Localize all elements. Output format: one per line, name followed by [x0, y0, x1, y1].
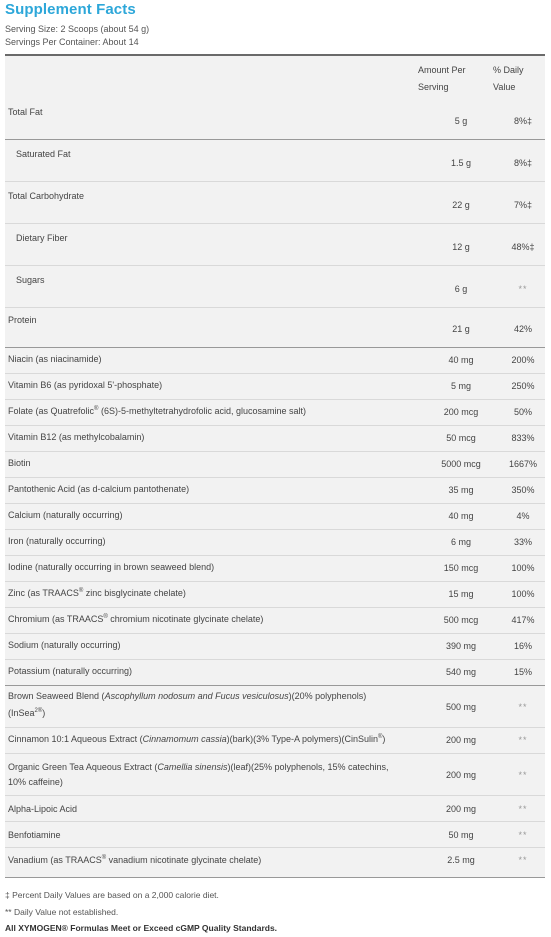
table-row	[5, 348, 545, 374]
footnote-gmp: All XYMOGEN® Formulas Meet or Exceed cGMP Quality Standards.	[5, 923, 278, 933]
nutrient-name-line2: (InSea$^{2®}$)	[8, 708, 46, 718]
nutrient-name: Vitamin B12 (as methylcobalamin)	[8, 432, 145, 442]
nutrient-dv: 833%	[511, 433, 535, 443]
nutrient-amount: 6 mg	[450, 537, 471, 547]
nutrient-dv: **	[518, 804, 528, 814]
dv-header-line2: Value	[493, 82, 516, 92]
nutrient-amount: 50 mcg	[446, 433, 476, 443]
serving-size: Serving Size: 2 Scoops (about 54 g)	[5, 24, 150, 34]
table-row	[5, 182, 545, 224]
nutrient-name: Cinnamon 10:1 Aqueous Extract (Cinnamomum cassia)(bark)(3% Type-A polymers)(CinSulin®)	[8, 734, 386, 744]
nutrient-dv: 48%‡	[511, 242, 535, 252]
footnote-not-established: ** Daily Value not established.	[5, 907, 119, 917]
table-top-rule	[5, 54, 545, 56]
nutrient-amount: 21 g	[452, 324, 470, 334]
table-row	[5, 796, 545, 822]
nutrient-amount: 200 mcg	[443, 407, 479, 417]
nutrient-amount: 15 mg	[448, 589, 474, 599]
nutrient-dv: 417%	[511, 615, 535, 625]
nutrient-name: Zinc (as TRAACS® zinc bisglycinate chelate)	[8, 588, 186, 598]
nutrient-name: Vanadium (as TRAACS® vanadium nicotinate glycinate chelate)	[8, 855, 262, 865]
nutrient-dv: 250%	[511, 381, 535, 391]
footnote-daily-values: ‡ Percent Daily Values are based on a 2,000 calorie diet.	[5, 890, 219, 900]
amount-header-line2: Serving	[418, 82, 449, 92]
table-row	[5, 530, 545, 556]
nutrient-amount: 22 g	[452, 200, 470, 210]
nutrient-name: Saturated Fat	[16, 149, 71, 159]
nutrient-dv: 8%‡	[513, 116, 532, 126]
nutrient-name: Organic Green Tea Aqueous Extract (Camellia sinensis)(leaf)(25% polyphenols, 15% catechins,	[8, 762, 389, 772]
table-row	[5, 582, 545, 608]
nutrient-name: Alpha-Lipoic Acid	[8, 804, 78, 814]
nutrient-dv: 4%	[516, 511, 530, 521]
nutrient-dv: 42%	[513, 324, 532, 334]
nutrient-dv: **	[518, 770, 528, 780]
nutrient-name: Brown Seaweed Blend (Ascophyllum nodosum and Fucus vesiculosus)(20% polyphenols)	[8, 691, 367, 701]
nutrient-name: Total Carbohydrate	[8, 191, 85, 201]
nutrient-dv: 50%	[513, 407, 532, 417]
nutrient-dv: **	[518, 735, 528, 745]
nutrient-name: Folate (as Quatrefolic® (6S)-5-methyltetrahydrofolic acid, glucosamine salt)	[8, 406, 307, 416]
nutrient-amount: 2.5 mg	[447, 855, 475, 865]
table-row	[5, 556, 545, 582]
nutrient-name: Vitamin B6 (as pyridoxal 5'-phosphate)	[8, 380, 163, 390]
table-row	[5, 478, 545, 504]
table-row	[5, 140, 545, 182]
nutrient-name: Chromium (as TRAACS® chromium nicotinate glycinate chelate)	[8, 614, 264, 624]
nutrient-amount: 5 mg	[450, 381, 471, 391]
nutrient-dv: 16%	[513, 641, 532, 651]
nutrient-amount: 150 mcg	[443, 563, 479, 573]
nutrient-name: Iodine (naturally occurring in brown seaweed blend)	[8, 562, 215, 572]
table-row	[5, 634, 545, 660]
nutrient-dv: **	[518, 702, 528, 712]
nutrient-amount: 200 mg	[445, 735, 477, 745]
nutrient-name: Dietary Fiber	[16, 233, 68, 243]
nutrient-name: Benfotiamine	[8, 830, 61, 840]
nutrient-dv: 7%‡	[513, 200, 532, 210]
nutrient-dv: 200%	[511, 355, 535, 365]
nutrient-dv: 33%	[513, 537, 532, 547]
nutrient-amount: 35 mg	[448, 485, 474, 495]
nutrient-amount: 500 mcg	[443, 615, 479, 625]
table-row	[5, 400, 545, 426]
nutrient-amount: 12 g	[452, 242, 470, 252]
table-row	[5, 452, 545, 478]
nutrient-name: Iron (naturally occurring)	[8, 536, 106, 546]
nutrient-dv: 8%‡	[513, 158, 532, 168]
nutrient-amount: 5000 mcg	[441, 459, 481, 469]
nutrient-dv: 100%	[511, 563, 535, 573]
table-row	[5, 266, 545, 308]
nutrient-amount: 6 g	[454, 284, 468, 294]
nutrient-dv: 15%	[513, 667, 532, 677]
servings-per-container: Servings Per Container: About 14	[5, 37, 139, 47]
table-row	[5, 426, 545, 452]
table-row	[5, 822, 545, 848]
nutrient-name-line2: 10% caffeine)	[8, 777, 63, 787]
nutrient-amount: 200 mg	[445, 804, 477, 814]
nutrient-amount: 40 mg	[448, 511, 474, 521]
nutrient-name: Sugars	[16, 275, 45, 285]
nutrient-amount: 50 mg	[448, 830, 474, 840]
nutrient-amount: 500 mg	[445, 702, 477, 712]
table-row	[5, 98, 545, 140]
nutrient-dv: 1667%	[508, 459, 538, 469]
table-row	[5, 660, 545, 686]
nutrient-dv: 100%	[511, 589, 535, 599]
nutrient-name: Niacin (as niacinamide)	[8, 354, 102, 364]
nutrient-dv: **	[518, 855, 528, 865]
amount-header-line1: Amount Per	[418, 65, 466, 75]
nutrient-amount: 540 mg	[445, 667, 477, 677]
nutrient-amount: 200 mg	[445, 770, 477, 780]
nutrient-name: Sodium (naturally occurring)	[8, 640, 121, 650]
table-row	[5, 504, 545, 530]
nutrient-dv: **	[518, 830, 528, 840]
nutrient-dv: 350%	[511, 485, 535, 495]
dv-header-line1: % Daily	[493, 65, 524, 75]
nutrient-amount: 5 g	[454, 116, 468, 126]
table-row	[5, 686, 545, 728]
table-row	[5, 848, 545, 878]
nutrient-name: Protein	[8, 315, 37, 325]
nutrient-dv: **	[518, 284, 528, 294]
nutrient-name: Biotin	[8, 458, 31, 468]
nutrient-name: Potassium (naturally occurring)	[8, 666, 133, 676]
table-row	[5, 224, 545, 266]
nutrient-amount: 1.5 g	[450, 158, 472, 168]
table-row	[5, 308, 545, 348]
nutrient-name: Total Fat	[8, 107, 43, 117]
nutrient-amount: 390 mg	[445, 641, 477, 651]
page-title: Supplement Facts	[5, 1, 136, 18]
nutrient-name: Pantothenic Acid (as d-calcium pantothenate)	[8, 484, 190, 494]
nutrient-name: Calcium (naturally occurring)	[8, 510, 123, 520]
table-row	[5, 754, 545, 796]
nutrient-amount: 40 mg	[448, 355, 474, 365]
table-row	[5, 374, 545, 400]
table-row	[5, 728, 545, 754]
table-row	[5, 608, 545, 634]
